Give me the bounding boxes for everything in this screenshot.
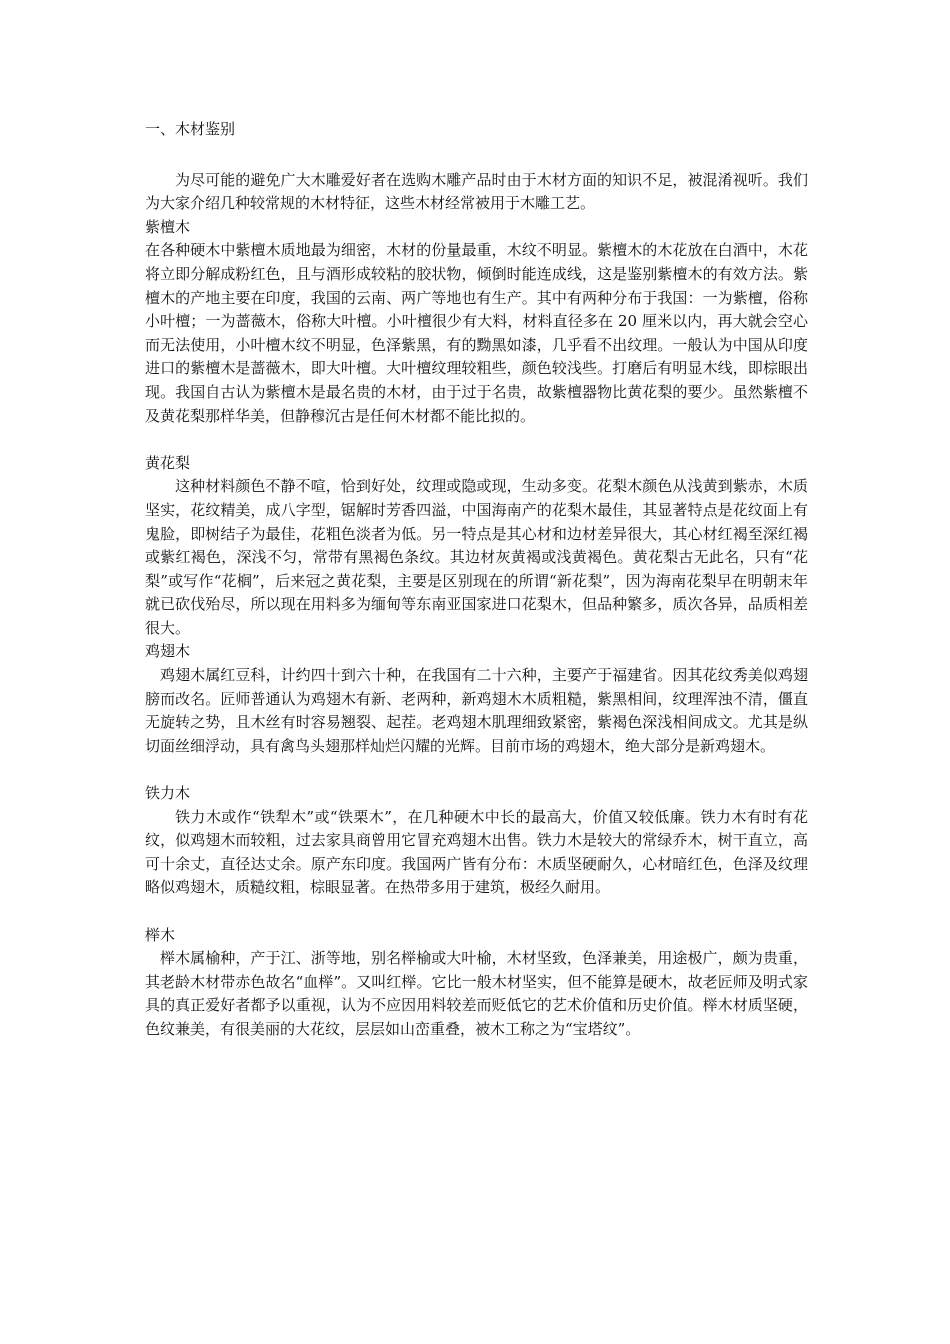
section-heading-jichimu: 鸡翅木 xyxy=(145,642,191,661)
intro-paragraph: 为尽可能的避免广大木雕爱好者在选购木雕产品时由于木材方面的知识不足，被混淆视听。我们为大家介绍几种较常规的木材特征，这些木材经常被用于木雕工艺。 xyxy=(145,170,808,213)
section-heading-tielimu: 铁力木 xyxy=(145,784,191,803)
section-heading-huanghuali: 黄花梨 xyxy=(145,453,191,472)
section-body-zitan: 在各种硬木中紫檀木质地最为细密，木材的份量最重，木纹不明显。紫檀木的木花放在白酒中，木花将立即分解成粉红色，且与酒形成较粘的胶状物，倾倒时能连成线，这是鉴别紫檀木的有效方法。紫檀木的产地主要在印度，我国的云南、两广等地也有生产。其中有两种分布于我国：一为紫檀，俗称小叶檀；一为蔷薇木，俗称大叶檀。小叶檀很少有大料，材料直径多在 20 厘米以内，再大就会空心而无法使用，小叶檀木纹不明显，色泽紫黑，有的黝黑如漆，几乎看不出纹理。一般认为中国从印度进口的紫檀木是蔷薇木，即大叶檀。大叶檀纹理较粗些，颜色较浅些。打磨后有明显木线，即棕眼出现。我国自古认为紫檀木是最名贵的木材，由于过于名贵，故紫檀器物比黄花梨的要少。虽然紫檀不及黄花梨那样华美，但静穆沉古是任何木材都不能比拟的。 xyxy=(145,241,808,425)
section-body-jichimu: 鸡翅木属红豆科，计约四十到六十种，在我国有二十六种，主要产于福建省。因其花纹秀美似鸡翅膀而改名。匠师普通认为鸡翅木有新、老两种，新鸡翅木木质粗糙，紫黑相间，纹理浑浊不清，僵直无旋转之势，且木丝有时容易翘裂、起茬。老鸡翅木肌理细致紧密，紫褐色深浅相间成文。尤其是纵切面丝细浮动，具有禽鸟头翅那样灿烂闪耀的光辉。目前市场的鸡翅木，绝大部分是新鸡翅木。 xyxy=(145,666,808,755)
document-body xyxy=(145,118,808,1042)
section-body-tielimu: 铁力木或作“铁犁木”或“铁栗木”，在几种硬木中长的最高大，价值又较低廉。铁力木有时有花纹，似鸡翅木而较粗，过去家具商曾用它冒充鸡翅木出售。铁力木是较大的常绿乔木，树干直立，高可十余丈，直径达丈余。原产东印度。我国两广皆有分布：木质坚硬耐久，心材暗红色，色泽及纹理略似鸡翅木，质糙纹粗，棕眼显著。在热带多用于建筑，极经久耐用。 xyxy=(145,807,808,897)
blank-line xyxy=(145,428,808,452)
section-heading-zitan: 紫檀木 xyxy=(145,217,191,236)
blank-line xyxy=(145,900,808,924)
section-body-jumu: 榉木属榆种，产于江、浙等地，别名榉榆或大叶榆，木材坚致，色泽兼美，用途极广，颇为贵重，其老龄木材带赤色故名“血榉”。又叫红榉。它比一般木材坚实，但不能算是硬木，故老匠师及明式家具的真正爱好者都予以重视，认为不应因用料较差而贬低它的艺术价值和历史价值。榉木材质坚硬，色纹兼美，有很美丽的大花纹，层层如山峦重叠，被木工称之为“宝塔纹”。 xyxy=(145,949,808,1038)
blank-line xyxy=(145,758,808,782)
page-title: 一、木材鉴别 xyxy=(145,120,236,138)
section-body-huanghuali: 这种材料颜色不静不喧，恰到好处，纹理或隐或现，生动多变。花梨木颜色从浅黄到紫赤，木质坚实，花纹精美，成八字型，锯解时芳香四溢，中国海南产的花梨木最佳，其显著特点是花纹面上有鬼脸，即树结子为最佳，花粗色淡者为低。另一特点是其心材和边材差异很大，其心材红褐至深红褐或紫红褐色，深浅不匀，常带有黑褐色条纹。其边材灰黄褐或浅黄褐色。黄花梨古无此名，只有“花梨”或写作“花榈”，后来冠之黄花梨，主要是区别现在的所谓“新花梨”，因为海南花梨早在明朝末年就已砍伐殆尽，所以现在用料多为缅甸等东南亚国家进口花梨木，但品种繁多，质次各异，品质相差很大。 xyxy=(145,477,808,637)
section-heading-jumu: 榉木 xyxy=(145,925,176,944)
